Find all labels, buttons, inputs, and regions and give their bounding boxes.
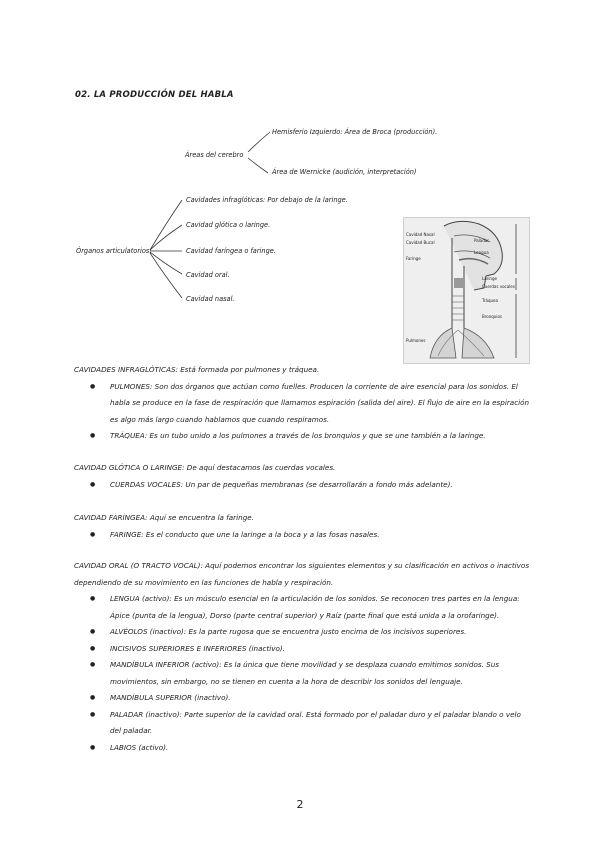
section-infraglotica (74, 362, 534, 445)
bullet-list (74, 379, 534, 445)
figure-label: Cavidad Nasal (406, 232, 435, 237)
figure-label: Bronquios (482, 314, 502, 319)
anatomy-figure (403, 217, 530, 364)
figure-label: Lengua (474, 250, 489, 255)
branch-line (248, 132, 270, 152)
organos-item: Cavidad nasal. (186, 295, 235, 303)
figure-label: Cavidad Bucal (406, 240, 435, 245)
page-number: 2 (296, 798, 304, 811)
figure-label: Pulmones (406, 338, 426, 343)
areas-item: Hemisferio Izquierdo: Área de Broca (producción). (272, 128, 438, 136)
bullet-list (74, 477, 534, 494)
section-faringea (74, 510, 534, 543)
section-heading: CAVIDADES INFRAGLÓTICAS: Está formada por pulmones y tráquea. (74, 365, 320, 374)
areas-root: Áreas del cerebro (185, 151, 244, 159)
section-heading: CAVIDAD ORAL (O TRACTO VOCAL): Aquí podemos encontrar los siguientes elementos y su clasificación en activos o inactivos dependiendo de su movimiento en las funciones de habla y respiración. (74, 561, 530, 587)
section-glotica (74, 460, 534, 493)
list-item: ● LABIOS (activo). (74, 740, 534, 757)
branch-line (150, 225, 182, 250)
branch-line (150, 253, 182, 298)
figure-label: Laringe (482, 276, 497, 281)
list-item: ● PULMONES: Son dos órganos que actúan como fuelles. Producen la corriente de aire esencial para los sonidos. El habla se produce en la fase de respiración que llamamos espiración (salida del aire). El flujo de aire en la espiración es algo más largo cuando hablamos que cuando respiramos. (74, 379, 534, 429)
section-heading: CAVIDAD FARÍNGEA: Aquí se encuentra la faringe. (74, 513, 254, 522)
organos-root: Órganos articulatorios: (76, 247, 152, 255)
figure-label: Paladar (474, 238, 489, 243)
branch-line (150, 200, 182, 250)
figure-label: Faringe (406, 256, 421, 261)
organos-item: Cavidad faríngea o faringe. (186, 247, 276, 255)
list-item: ● MANDÍBULA SUPERIOR (inactivo). (74, 690, 534, 707)
list-item: ● LENGUA (activo): Es un músculo esencial en la articulación de los sonidos. Se reconocen tres partes en la lengua: Ápice (punta de la lengua), Dorso (parte central superior) y Raíz (parte final que está unida a la orofaringe). (74, 591, 534, 624)
list-item: ● MANDÍBULA INFERIOR (activo): Es la única que tiene movilidad y se desplaza cuando emitimos sonidos. Sus movimientos, sin embargo, no se tienen en cuenta a la hora de describir los sonidos del lenguaje. (74, 657, 534, 690)
list-item: ● FARINGE: Es el conducto que une la laringe a la boca y a las fosas nasales. (74, 527, 534, 544)
branch-line (150, 252, 182, 274)
figure-label: Tráquea (482, 298, 498, 303)
section-heading: CAVIDAD GLÓTICA O LARINGE: De aquí destacamos las cuerdas vocales. (74, 463, 336, 472)
branch-line (248, 158, 268, 173)
organos-item: Cavidad oral. (186, 271, 230, 279)
list-item: ● ALVÉOLOS (inactivo): Es la parte rugosa que se encuentra justo encima de los incisivos superiores. (74, 624, 534, 641)
organos-item: Cavidades infraglóticas: Por debajo de la laringe. (186, 196, 348, 204)
list-item: ● INCISIVOS SUPERIORES E INFERIORES (inactivo). (74, 641, 534, 658)
bullet-list (74, 591, 534, 756)
figure-label: Cuerdas vocales (482, 284, 515, 289)
list-item: ● PALADAR (inactivo): Parte superior de la cavidad oral. Está formado por el paladar duro y el paladar blando o velo del paladar. (74, 707, 534, 740)
bullet-list (74, 527, 534, 544)
areas-item: Área de Wernicke (audición, interpretación) (272, 168, 417, 176)
organos-item: Cavidad glótica o laringe. (186, 221, 271, 229)
list-item: ● CUERDAS VOCALES: Un par de pequeñas membranas (se desarrollarán a fondo más adelante). (74, 477, 534, 494)
section-oral (74, 558, 534, 756)
list-item: ● TRÁQUEA: Es un tubo unido a los pulmones a través de los bronquios y que se une también a la laringe. (74, 428, 534, 445)
page-title: 02. LA PRODUCCIÓN DEL HABLA (75, 90, 234, 100)
